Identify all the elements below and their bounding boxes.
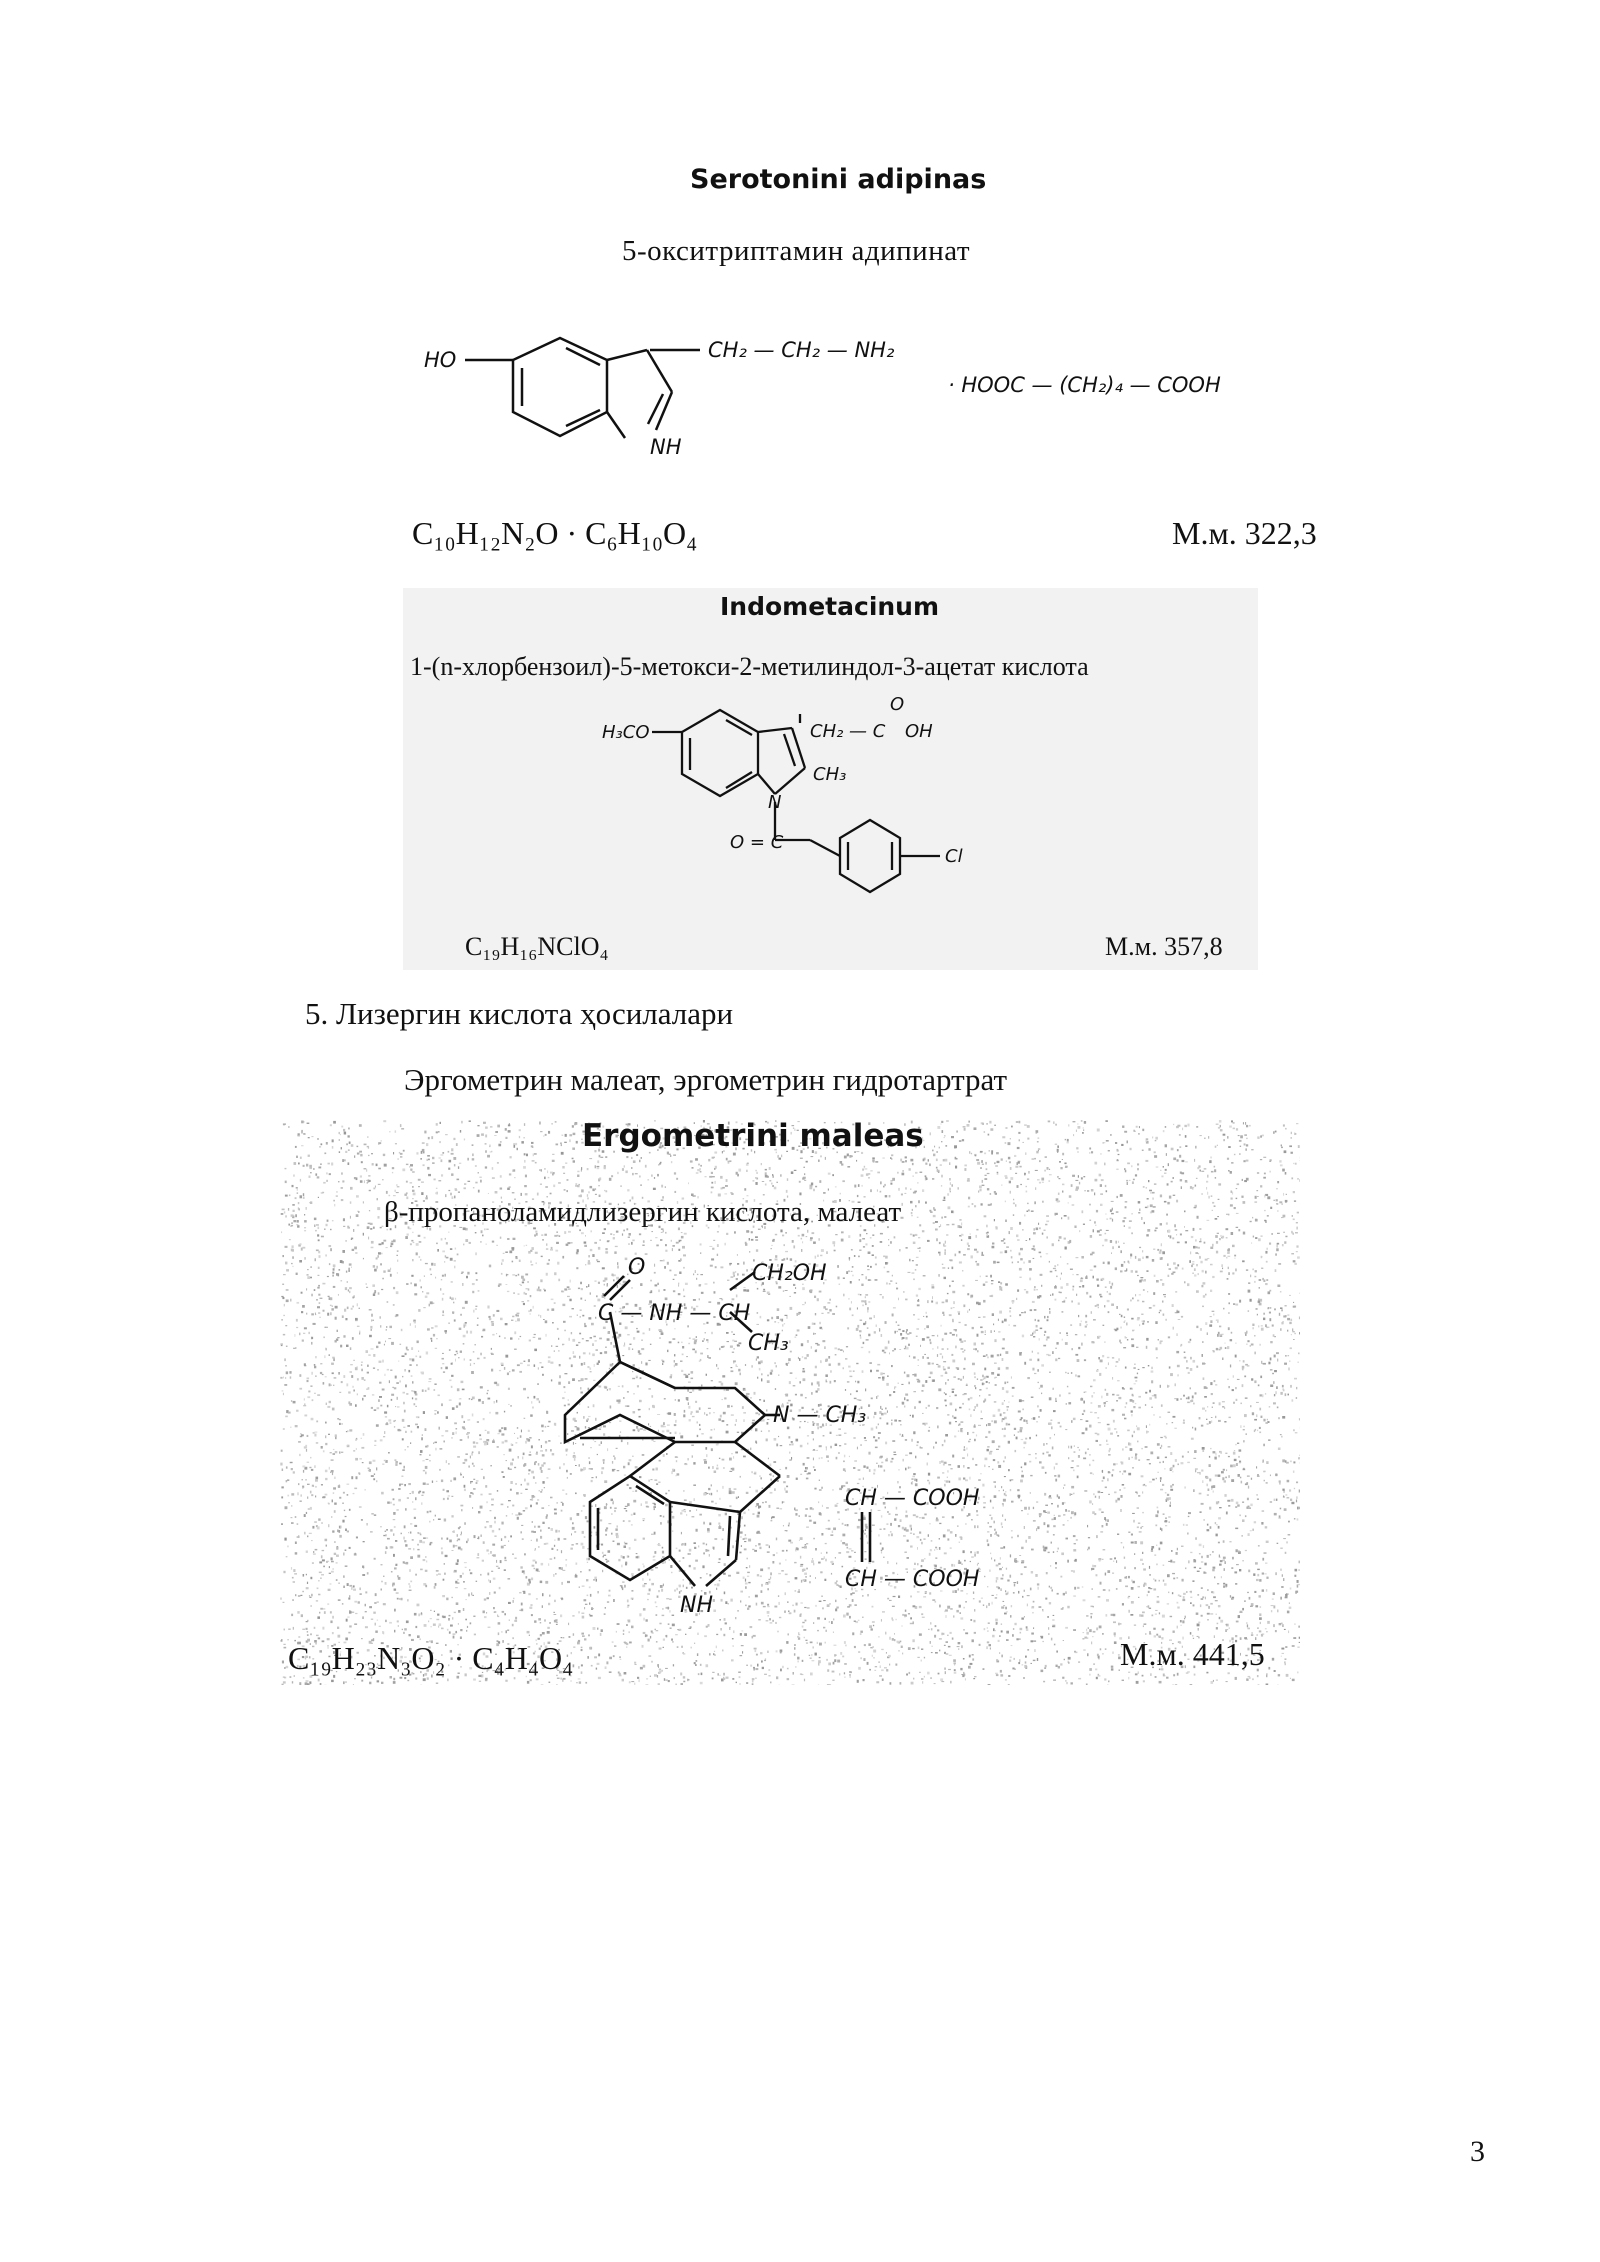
serotonin-subtitle: 5-окситриптамин адипинат — [622, 235, 971, 267]
indomethacin-cl: Cl — [945, 846, 963, 867]
indomethacin-h3co: H₃CO — [602, 722, 650, 743]
indomethacin-chain: CH₂ — C — [810, 721, 886, 742]
ergometrine-ch2oh: CH₂OH — [752, 1261, 827, 1286]
indomethacin-oh: OH — [905, 721, 933, 742]
serotonin-ho: HO — [424, 348, 457, 372]
ergometrine-subtitle: β-пропаноламидлизергин кислота, малеат — [384, 1196, 902, 1228]
ergometrine-n-ch3: N — CH₃ — [773, 1403, 867, 1428]
serotonin-structure — [420, 320, 1320, 470]
page-number: 3 — [1470, 2135, 1485, 2168]
indomethacin-subtitle: 1-(n-хлорбензоил)-5-метокси-2-метилиндол-3-ацетат кислота — [410, 652, 1089, 681]
ergometrine-formula: C₁₉H₂₃N₃O₂ · C₄H₄O₄ — [288, 1640, 574, 1676]
ergometrine-ch3: CH₃ — [748, 1331, 789, 1356]
ergometrine-ch-cooh-2: CH — COOH — [845, 1567, 980, 1592]
serotonin-molecular-weight: М.м. 322,3 — [1172, 515, 1317, 551]
serotonin-acid: · HOOC — (CH₂)₄ — COOH — [948, 373, 1221, 397]
serotonin-chain: CH₂ — CH₂ — NH₂ — [708, 338, 895, 362]
serotonin-title: Serotonini adipinas — [690, 164, 987, 195]
indomethacin-title: Indometacinum — [720, 592, 940, 621]
indomethacin-o-top: O — [890, 694, 905, 715]
section-subheading: Эргометрин малеат, эргометрин гидротартрат — [404, 1062, 1008, 1097]
ergometrine-nh: NH — [680, 1593, 713, 1618]
section-heading: 5. Лизергин кислота ҳосилалари — [305, 996, 734, 1031]
indomethacin-oc: O = C — [730, 832, 784, 853]
indomethacin-structure — [600, 690, 1060, 920]
ergometrine-structure — [490, 1250, 1090, 1630]
indomethacin-ch3: CH₃ — [813, 764, 847, 785]
ergometrine-molecular-weight: М.м. 441,5 — [1120, 1636, 1265, 1672]
serotonin-nh: NH — [650, 435, 682, 459]
ergometrine-c-nh-ch: C — NH — CH — [598, 1301, 751, 1326]
ergometrine-ch-cooh-1: CH — COOH — [845, 1486, 980, 1511]
indomethacin-molecular-weight: М.м. 357,8 — [1105, 932, 1223, 961]
indomethacin-formula: C₁₉H₁₆NClO₄ — [465, 932, 609, 961]
ergometrine-title: Ergometrini maleas — [582, 1118, 924, 1154]
serotonin-formula: C₁₀H₁₂N₂O · C₆H₁₀O₄ — [412, 515, 698, 551]
ergometrine-o: O — [628, 1255, 646, 1280]
indomethacin-n: N — [768, 792, 782, 813]
